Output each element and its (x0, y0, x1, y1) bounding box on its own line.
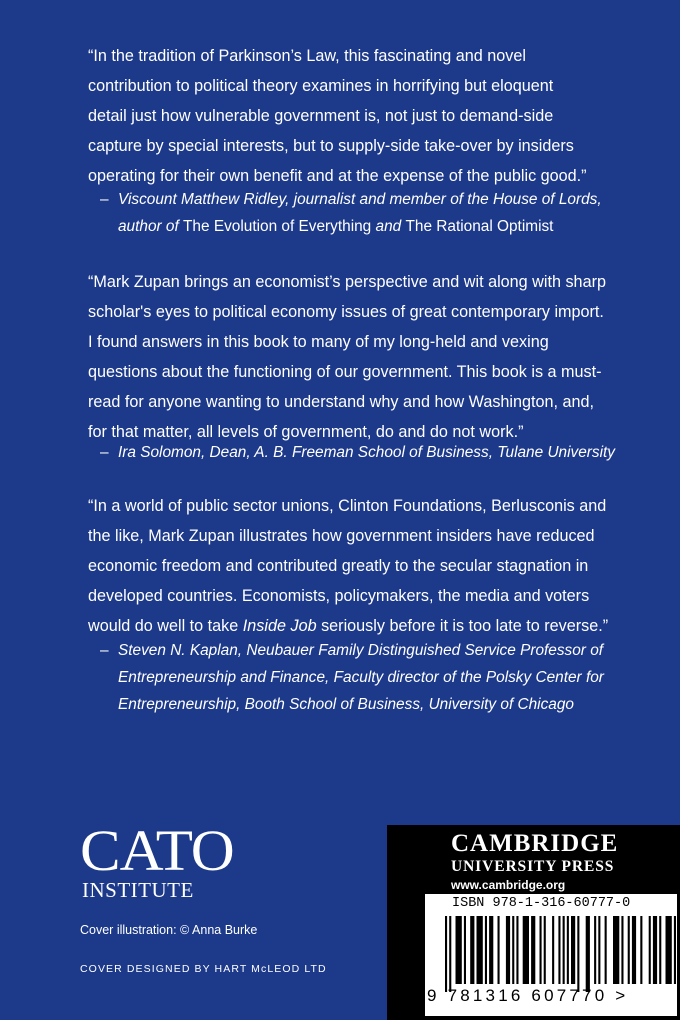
barcode-bar (598, 916, 600, 984)
barcode-bar (674, 916, 676, 984)
barcode-bar (640, 916, 642, 984)
attribution-dash: – (100, 642, 109, 659)
barcode-bar (571, 916, 575, 984)
barcode-bar (506, 916, 510, 984)
book-title: The Evolution of Everything (183, 218, 372, 235)
cato-institute-logo (80, 818, 234, 902)
quote-line: “In a world of public sector unions, Clinton Foundations, Berlusconis and (88, 497, 607, 515)
barcode-bar (621, 916, 623, 984)
cato-logo-word: CATO (80, 818, 234, 883)
quote-text: would do well to take (88, 617, 243, 635)
attribution-text: and (371, 218, 406, 235)
quote-line: scholar's eyes to political economy issues of great contemporary import. (88, 303, 604, 321)
barcode-bar (540, 916, 542, 984)
barcode-bar (659, 916, 661, 984)
attribution-dash: – (100, 191, 109, 208)
barcode-bar (531, 916, 535, 984)
publisher-press: UNIVERSITY PRESS (451, 858, 615, 875)
barcode-bar (628, 916, 630, 984)
barcode-bar (653, 916, 657, 984)
barcode-digits: 9 781316 607770 > (427, 986, 629, 1005)
quote-line: I found answers in this book to many of my long-held and vexing (88, 333, 549, 351)
cover-design-credit: COVER DESIGNED BY HART McLEOD LTD (80, 963, 327, 975)
publisher-url: www.cambridge.org (451, 878, 566, 892)
quote-line: economic freedom and contributed greatly to the secular stagnation in (88, 557, 589, 575)
isbn-label: ISBN 978-1-316-60777-0 (452, 896, 631, 911)
quote-line: read for anyone wanting to understand why and how Washington, and, (88, 393, 595, 411)
blurb-1-attribution (100, 186, 660, 240)
barcode-bar (605, 916, 607, 984)
barcode-bar (485, 916, 487, 984)
barcode-bar (456, 916, 462, 984)
blurb-2-attribution (100, 439, 660, 466)
quote-line: “Mark Zupan brings an economist’s perspective and wit along with sharp (88, 273, 606, 291)
book-title: Inside Job (242, 617, 317, 635)
barcode-bar (577, 916, 579, 992)
quote-line: for that matter, all levels of government, do and do not work.” (88, 423, 524, 441)
isbn-barcode (425, 894, 677, 1016)
quote-line: capture by special interests, but to supply-side take-over by insiders (88, 137, 574, 155)
cover-illustration-credit: Cover illustration: © Anna Burke (80, 923, 258, 937)
attribution-dash: – (100, 444, 109, 461)
quote-text: seriously before it is too late to reverse.” (316, 617, 609, 635)
quote-line: developed countries. Economists, policymakers, the media and voters (88, 587, 590, 605)
attribution-text: Ira Solomon, Dean, A. B. Freeman School of Business, Tulane University (118, 444, 616, 461)
barcode-bar (558, 916, 560, 984)
publisher-name: CAMBRIDGE (451, 830, 619, 857)
barcode-bar (489, 916, 493, 984)
barcode-bar (477, 916, 483, 984)
attribution-text: Entrepreneurship and Finance, Faculty director of the Polsky Center for (118, 669, 604, 686)
barcode-bar (649, 916, 651, 984)
cato-logo-institute: INSTITUTE (82, 878, 194, 902)
barcode-bar (586, 916, 590, 992)
quote-line: “In the tradition of Parkinson’s Law, this fascinating and novel (88, 47, 526, 65)
blurb-3-quote (88, 491, 648, 641)
barcode-bar (464, 916, 466, 984)
quote-line: detail just how vulnerable government is, not just to demand-side (88, 107, 554, 125)
attribution-text: Entrepreneurship, Booth School of Business, University of Chicago (118, 696, 574, 713)
barcode-bar (563, 916, 565, 984)
barcode-bar (613, 916, 619, 984)
barcode-bar (449, 916, 451, 992)
publisher-box (387, 825, 680, 1020)
barcode-bar (512, 916, 514, 984)
book-title: The Rational Optimist (405, 218, 554, 235)
attribution-text: Steven N. Kaplan, Neubauer Family Distinguished Service Professor of (118, 642, 604, 659)
blurb-3-attribution (100, 637, 660, 718)
barcode-bar (544, 916, 546, 984)
barcode-bar (523, 916, 529, 984)
barcode-bar (516, 916, 518, 984)
barcode-bar (632, 916, 636, 984)
quote-line: contribution to political theory examines in horrifying but eloquent (88, 77, 554, 95)
blurb-1-quote (88, 41, 648, 191)
barcode-bar (498, 916, 500, 984)
blurb-2-quote (88, 267, 648, 447)
barcode-bar (552, 916, 554, 984)
barcode-bar (666, 916, 672, 984)
barcode-bar (594, 916, 596, 984)
attribution-text: Viscount Matthew Ridley, journalist and member of the House of Lords, (118, 191, 602, 208)
barcode-bar (470, 916, 474, 984)
quote-line: the like, Mark Zupan illustrates how government insiders have reduced (88, 527, 595, 545)
attribution-text: author of (118, 218, 184, 235)
quote-line: questions about the functioning of our government. This book is a must- (88, 363, 602, 381)
barcode-bar (567, 916, 569, 984)
quote-line: operating for their own benefit and at the expense of the public good.” (88, 167, 587, 185)
barcode-bar (445, 916, 447, 992)
